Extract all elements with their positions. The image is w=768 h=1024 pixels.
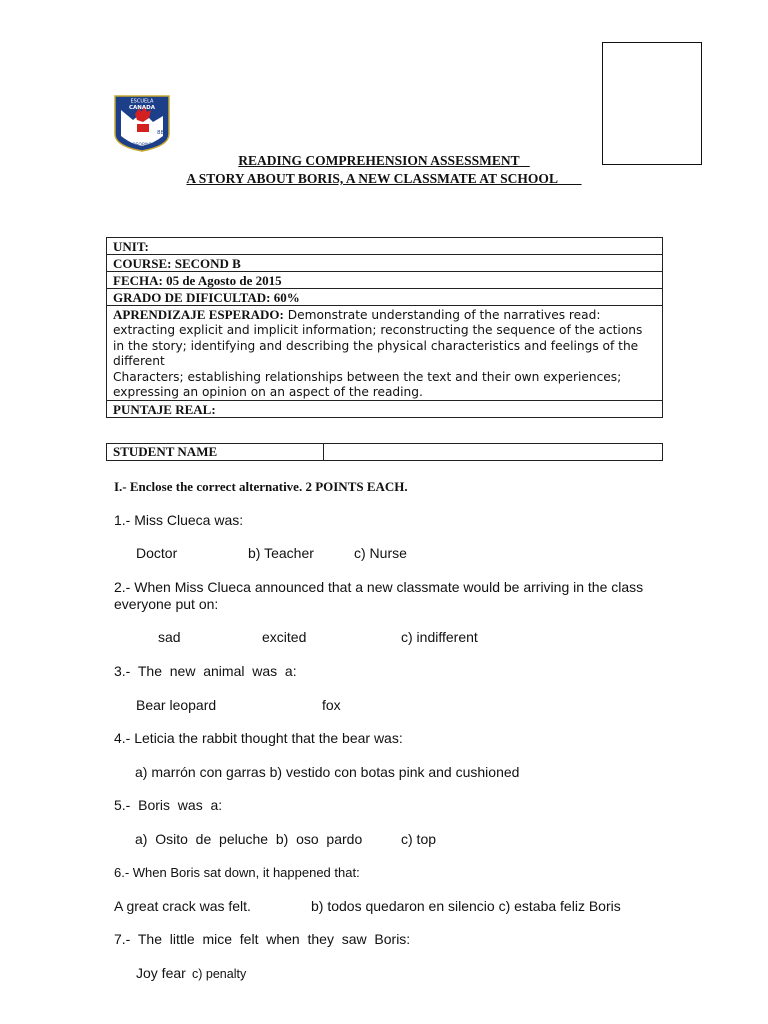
puntaje-cell: PUNTAJE REAL: xyxy=(107,401,663,418)
fecha-cell: FECHA: 05 de Agosto de 2015 xyxy=(107,272,663,289)
assessment-title xyxy=(0,153,768,169)
question-7: 7.- The little mice felt when they saw Boris: xyxy=(114,931,411,947)
q3-option-b[interactable]: fox xyxy=(322,697,341,713)
q1-option-c[interactable]: c) Nurse xyxy=(354,545,407,561)
story-title-text: A STORY ABOUT BORIS, A NEW CLASSMATE AT SCHOOL xyxy=(186,171,558,186)
grado-cell: GRADO DE DIFICULTAD: 60% xyxy=(107,289,663,306)
instruction-text: I.- Enclose the correct alternative. 2 POINTS EACH. xyxy=(114,479,408,494)
question-2: 2.- When Miss Clueca announced that a new classmate would be arriving in the class xyxy=(114,579,644,595)
question-4: 4.- Leticia the rabbit thought that the bear was: xyxy=(114,730,403,746)
q1-option-a[interactable]: Doctor xyxy=(136,545,178,561)
aprendizaje-cell xyxy=(107,306,663,401)
course-cell: COURSE: SECOND B xyxy=(107,255,663,272)
logo-number-text: 88 xyxy=(157,130,164,136)
aprendizaje-text-3: Characters; establishing relationships between the text and their own experiences; expressing an opinion on an aspect of the reading. xyxy=(113,369,622,400)
logo-bottom-text: OSORNO xyxy=(132,143,152,148)
unit-cell: UNIT: xyxy=(107,238,663,255)
student-name-label: STUDENT NAME xyxy=(107,444,324,461)
question-6: 6.- When Boris sat down, it happened that: xyxy=(114,865,360,880)
q1-option-b[interactable]: b) Teacher xyxy=(248,545,314,561)
student-name-field[interactable] xyxy=(324,444,663,461)
q4-options[interactable]: a) marrón con garras b) vestido con botas pink and cushioned xyxy=(135,764,520,780)
student-name-table xyxy=(106,443,663,461)
q7-option-c[interactable]: c) penalty xyxy=(192,967,247,981)
logo-top-text: ESCUELA xyxy=(130,98,154,105)
q2-option-c[interactable]: c) indifferent xyxy=(401,629,478,645)
assessment-title-text: READING COMPREHENSION ASSESSMENT xyxy=(238,153,520,168)
q6-option-a[interactable]: A great crack was felt. xyxy=(114,898,251,914)
question-5: 5.- Boris was a: xyxy=(114,797,223,813)
photo-box xyxy=(602,42,702,165)
q6-options-bc[interactable]: b) todos quedaron en silencio c) estaba feliz Boris xyxy=(311,898,621,914)
q7-option-ab[interactable]: Joy fear xyxy=(136,965,186,981)
logo-name-text: CANADA xyxy=(129,105,155,111)
question-3: 3.- The new animal was a: xyxy=(114,663,297,679)
info-table xyxy=(106,237,663,418)
q3-option-a[interactable]: Bear leopard xyxy=(136,697,217,713)
aprendizaje-text-2: in the story; identifying and describing the physical characteristics and feelings of the different xyxy=(113,338,639,369)
school-logo xyxy=(113,94,171,152)
question-2-cont: everyone put on: xyxy=(114,596,219,612)
aprendizaje-label: APRENDIZAJE ESPERADO: xyxy=(113,307,284,322)
q5-option-c[interactable]: c) top xyxy=(401,831,437,847)
q5-options-ab[interactable]: a) Osito de peluche b) oso pardo xyxy=(135,831,363,847)
story-title xyxy=(0,171,768,187)
aprendizaje-text-1: Demonstrate understanding of the narratives read: extracting explicit and implicit information; reconstructing the sequence of the actions xyxy=(113,308,643,338)
q2-option-b[interactable]: excited xyxy=(262,629,307,645)
question-1: 1.- Miss Clueca was: xyxy=(114,512,244,528)
q2-option-a[interactable]: sad xyxy=(158,629,181,645)
